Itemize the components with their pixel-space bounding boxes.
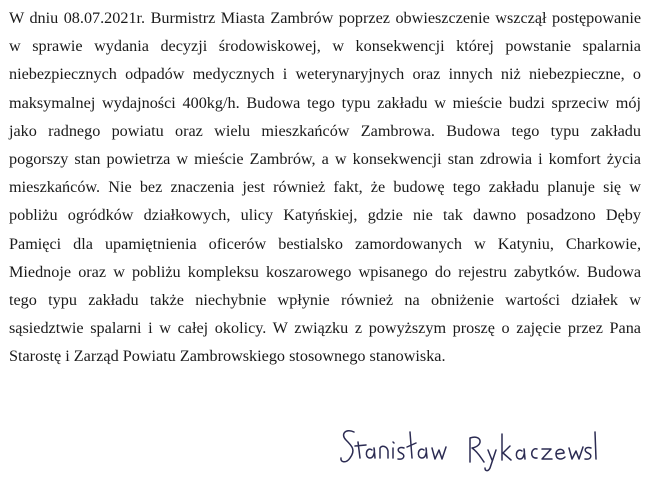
text-line-11: tego typu zakładu także niechybnie wpłynie również na obniżenie wartości działek w: [9, 290, 641, 309]
text-line-10: Miednoje oraz w pobliżu kompleksu koszarowego wpisanego do rejestru zabytków. Budowa: [9, 262, 641, 281]
signature-drawing: [338, 418, 598, 474]
text-line-7: mieszkańców. Nie bez znaczenia jest również fakt, że budowę tego zakładu planuje się w: [9, 178, 641, 197]
text-line-1: W dniu 08.07.2021r. Burmistrz Miasta Zambrów poprzez obwieszczenie wszczął postępowanie: [9, 9, 641, 27]
text-line-9: Pamięci dla upamiętnienia oficerów bestialsko zamordowanych w Katyniu, Charkowie,: [9, 234, 641, 253]
text-line-3: niebezpiecznych odpadów medycznych i weterynaryjnych oraz innych niż niebezpieczne, o: [9, 65, 641, 84]
text-line-13: Starostę i Zarząd Powiatu Zambrowskiego stosownego stanowiska.: [9, 347, 446, 366]
text-line-4: maksymalnej wydajności 400kg/h. Budowa tego typu zakładu w mieście budzi sprzeciw mój: [9, 93, 641, 112]
text-line-12: sąsiedztwie spalarni i w całej okolicy. W związku z powyższym proszę o zajęcie przez Pana: [9, 319, 641, 338]
handwritten-signature: [338, 418, 598, 474]
text-line-6: pogorszy stan powietrza w mieście Zambrów, a w konsekwencji stan zdrowia i komfort życia: [9, 149, 641, 168]
text-line-5: jako radnego powiatu oraz wielu mieszkańców Zambrowa. Budowa tego typu zakładu: [9, 121, 641, 140]
text-line-8: pobliżu ogródków działkowych, ulicy Katyńskiej, gdzie nie tak dawno posadzono Dęby: [9, 206, 641, 225]
text-line-2: w sprawie wydania decyzji środowiskowej, w konsekwencji której powstanie spalarnia: [9, 37, 641, 56]
document-body: [9, 4, 641, 370]
